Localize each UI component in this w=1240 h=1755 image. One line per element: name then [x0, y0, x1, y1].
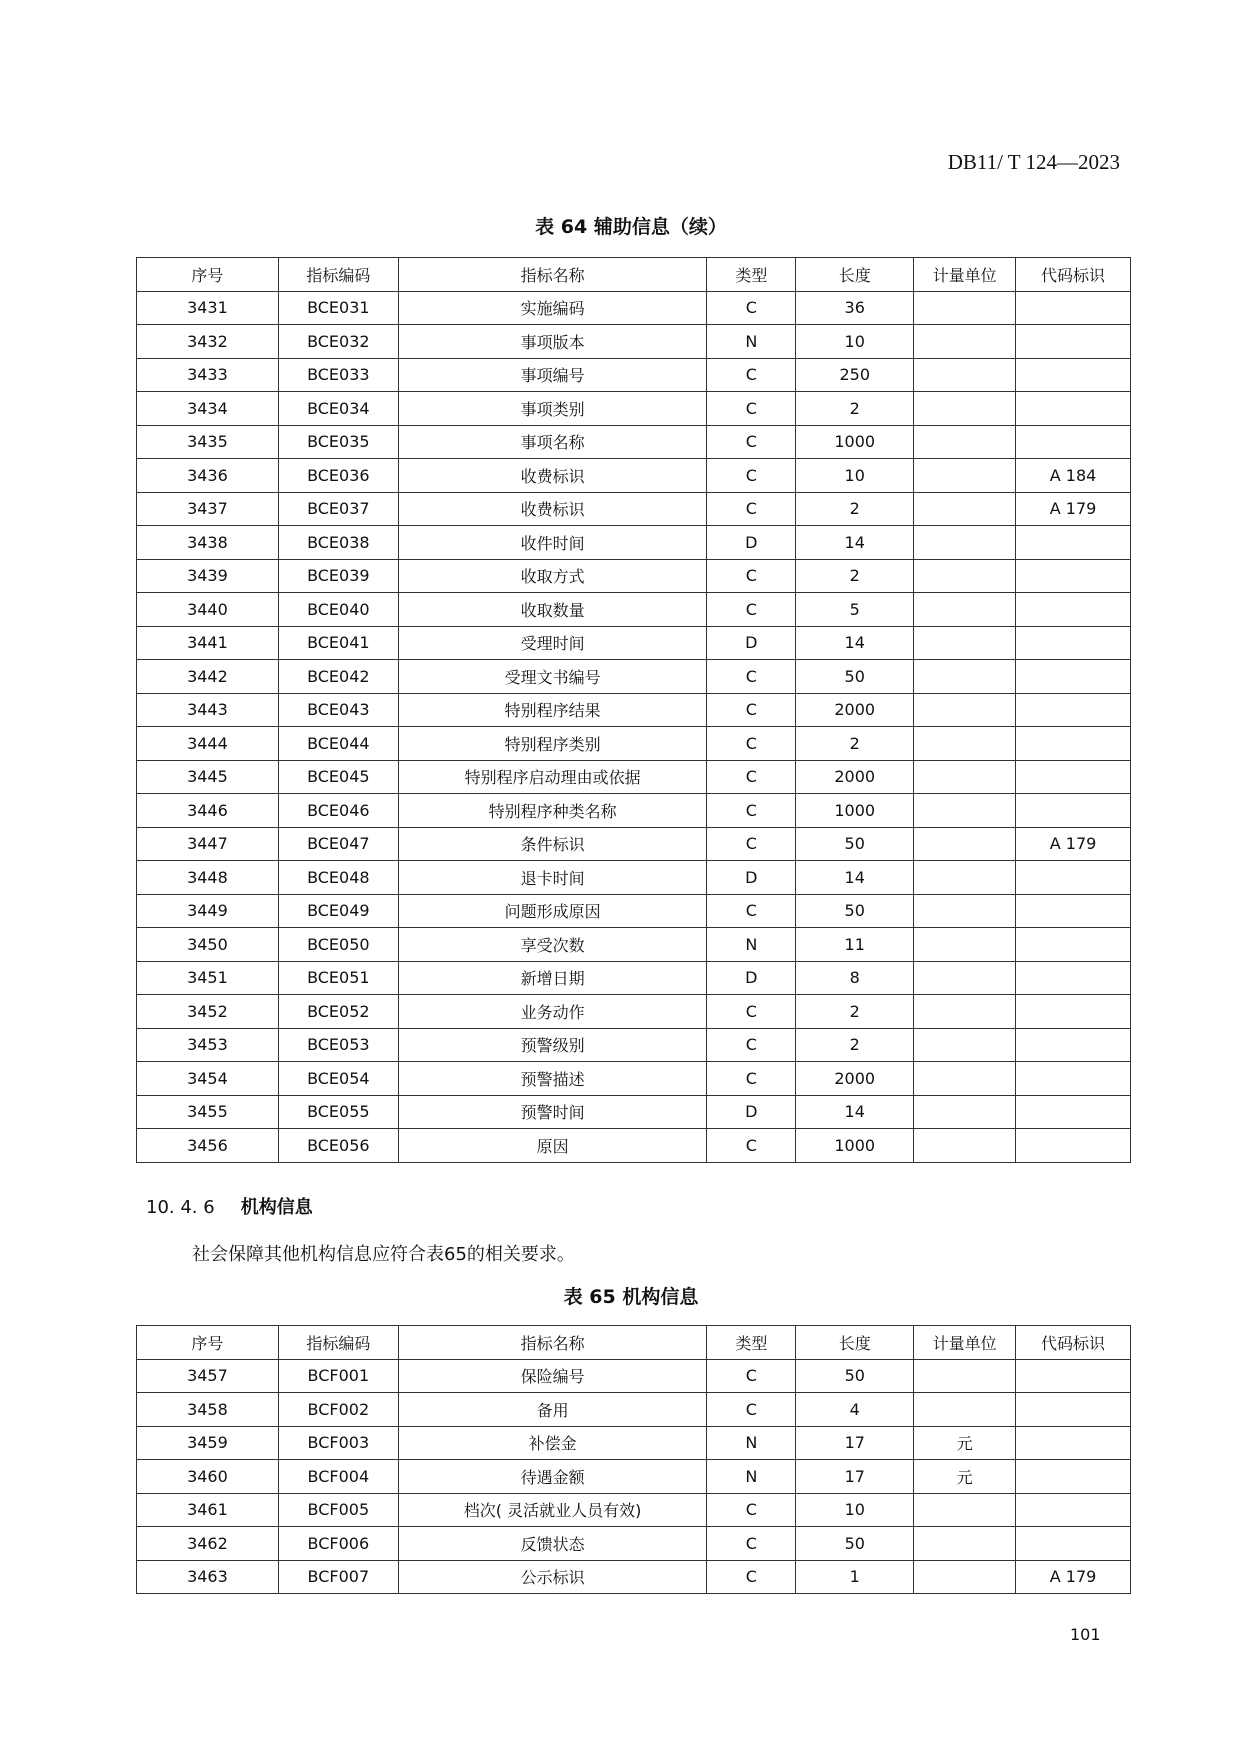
column-header: 类型 [707, 258, 796, 292]
table-cell: 3436 [137, 459, 279, 493]
table-row [137, 1527, 1131, 1561]
table-cell: 10 [796, 1493, 914, 1527]
table-row [137, 593, 1131, 627]
table-cell [914, 593, 1016, 627]
column-header: 长度 [796, 258, 914, 292]
table-cell: BCE031 [278, 291, 398, 325]
table-cell: 补偿金 [398, 1426, 707, 1460]
table-header-row [137, 1326, 1131, 1360]
column-header: 指标名称 [398, 1326, 707, 1360]
table-cell: C [707, 794, 796, 828]
table-cell [914, 727, 1016, 761]
table-row [137, 660, 1131, 694]
table-row [137, 1095, 1131, 1129]
table-cell: 退卡时间 [398, 861, 707, 895]
column-header: 计量单位 [914, 258, 1016, 292]
table-cell [1016, 1493, 1131, 1527]
table-cell: 3444 [137, 727, 279, 761]
table-cell: BCE056 [278, 1129, 398, 1163]
table-cell: 原因 [398, 1129, 707, 1163]
table-cell: 3460 [137, 1460, 279, 1494]
table-cell: 3433 [137, 358, 279, 392]
table-row [137, 526, 1131, 560]
table-cell [914, 526, 1016, 560]
table-cell: C [707, 995, 796, 1029]
table-cell: 3439 [137, 559, 279, 593]
table-cell: 3447 [137, 827, 279, 861]
table-cell [914, 492, 1016, 526]
table-cell: C [707, 894, 796, 928]
table-cell [914, 894, 1016, 928]
table-cell: C [707, 1129, 796, 1163]
table-cell: 2000 [796, 693, 914, 727]
table-cell [1016, 995, 1131, 1029]
table-cell: C [707, 1359, 796, 1393]
table-cell: 50 [796, 827, 914, 861]
table-cell: 50 [796, 1527, 914, 1561]
table-row [137, 794, 1131, 828]
table-cell: BCE045 [278, 760, 398, 794]
table-cell: BCE053 [278, 1028, 398, 1062]
table-cell: BCF007 [278, 1560, 398, 1594]
section-heading [146, 1193, 313, 1219]
table-cell: 受理文书编号 [398, 660, 707, 694]
table-cell: C [707, 727, 796, 761]
column-header: 类型 [707, 1326, 796, 1360]
table-cell: 3454 [137, 1062, 279, 1096]
table-cell: 3431 [137, 291, 279, 325]
table-cell: BCF001 [278, 1359, 398, 1393]
table-cell: C [707, 392, 796, 426]
table-row [137, 827, 1131, 861]
table-row [137, 626, 1131, 660]
table-cell: 待遇金额 [398, 1460, 707, 1494]
table-cell: 3445 [137, 760, 279, 794]
table-cell: 问题形成原因 [398, 894, 707, 928]
table-cell [914, 559, 1016, 593]
table-cell: 10 [796, 325, 914, 359]
table-cell: 3438 [137, 526, 279, 560]
table-cell: 1000 [796, 794, 914, 828]
table-row [137, 928, 1131, 962]
table-cell: BCE035 [278, 425, 398, 459]
table-cell [1016, 1393, 1131, 1427]
table-cell [1016, 660, 1131, 694]
table-cell: A 179 [1016, 827, 1131, 861]
table-cell: BCF004 [278, 1460, 398, 1494]
table-cell: 元 [914, 1426, 1016, 1460]
table-cell [914, 425, 1016, 459]
table-row [137, 1129, 1131, 1163]
table-cell: C [707, 593, 796, 627]
table-cell: BCE036 [278, 459, 398, 493]
table-cell: D [707, 526, 796, 560]
table-cell [914, 1560, 1016, 1594]
table-cell: 14 [796, 861, 914, 895]
table-cell: 实施编码 [398, 291, 707, 325]
table-cell: D [707, 626, 796, 660]
table-cell: 50 [796, 894, 914, 928]
column-header: 代码标识 [1016, 258, 1131, 292]
table-cell: 预警描述 [398, 1062, 707, 1096]
table-cell: BCE034 [278, 392, 398, 426]
table-cell: 3452 [137, 995, 279, 1029]
table-cell [1016, 727, 1131, 761]
table-cell [1016, 526, 1131, 560]
table-cell: C [707, 760, 796, 794]
table-cell [1016, 291, 1131, 325]
table-cell: 1 [796, 1560, 914, 1594]
table-cell [914, 961, 1016, 995]
table-cell: C [707, 1062, 796, 1096]
table-cell: 3455 [137, 1095, 279, 1129]
section-number: 10. 4. 6 [146, 1197, 215, 1218]
table-cell: 2 [796, 492, 914, 526]
table-cell: C [707, 291, 796, 325]
table-cell [914, 392, 1016, 426]
table-cell: A 184 [1016, 459, 1131, 493]
table-row [137, 1028, 1131, 1062]
table-cell: 3461 [137, 1493, 279, 1527]
table-row [137, 727, 1131, 761]
table-cell: BCE051 [278, 961, 398, 995]
table-cell [1016, 1426, 1131, 1460]
table-65-caption: 表 65 机构信息 [563, 1286, 699, 1308]
table-cell: 受理时间 [398, 626, 707, 660]
table-cell: C [707, 660, 796, 694]
table-cell [1016, 861, 1131, 895]
column-header: 长度 [796, 1326, 914, 1360]
table-cell: BCF005 [278, 1493, 398, 1527]
table-cell: 档次( 灵活就业人员有效) [398, 1493, 707, 1527]
table-64-caption: 表 64 辅助信息（续） [535, 216, 727, 238]
table-cell: C [707, 425, 796, 459]
table-cell [914, 358, 1016, 392]
table-cell: 条件标识 [398, 827, 707, 861]
table-cell: 3458 [137, 1393, 279, 1427]
table-cell [1016, 1460, 1131, 1494]
table-cell: 享受次数 [398, 928, 707, 962]
table-cell: 保险编号 [398, 1359, 707, 1393]
table-cell: 5 [796, 593, 914, 627]
table-cell [914, 1095, 1016, 1129]
table-row [137, 1493, 1131, 1527]
table-cell: 2 [796, 559, 914, 593]
table-row [137, 995, 1131, 1029]
table-cell: C [707, 1028, 796, 1062]
table-cell: 事项类别 [398, 392, 707, 426]
table-cell [914, 861, 1016, 895]
table-cell: 10 [796, 459, 914, 493]
table-cell [1016, 961, 1131, 995]
column-header: 计量单位 [914, 1326, 1016, 1360]
table-cell [914, 291, 1016, 325]
table-cell: BCE040 [278, 593, 398, 627]
table-cell: C [707, 1493, 796, 1527]
column-header: 指标编码 [278, 1326, 398, 1360]
table-cell: 特别程序类别 [398, 727, 707, 761]
table-cell: BCF002 [278, 1393, 398, 1427]
table-cell: 收费标识 [398, 459, 707, 493]
table-cell: 业务动作 [398, 995, 707, 1029]
column-header: 序号 [137, 1326, 279, 1360]
table-cell: 收取方式 [398, 559, 707, 593]
table-cell: 14 [796, 626, 914, 660]
table-cell [1016, 1028, 1131, 1062]
table-cell: BCE043 [278, 693, 398, 727]
column-header: 指标编码 [278, 258, 398, 292]
table-cell: 1000 [796, 1129, 914, 1163]
table-cell [1016, 894, 1131, 928]
table-cell: 8 [796, 961, 914, 995]
table-row [137, 459, 1131, 493]
table-cell: C [707, 693, 796, 727]
table-cell: 事项版本 [398, 325, 707, 359]
table-cell: 50 [796, 660, 914, 694]
table-cell: BCE047 [278, 827, 398, 861]
table-cell: 特别程序种类名称 [398, 794, 707, 828]
table-cell: C [707, 1527, 796, 1561]
table-cell [914, 1062, 1016, 1096]
table-cell: 3462 [137, 1527, 279, 1561]
table-cell: 2 [796, 1028, 914, 1062]
table-cell [1016, 693, 1131, 727]
table-cell: C [707, 1560, 796, 1594]
table-cell: 11 [796, 928, 914, 962]
table-cell: BCE033 [278, 358, 398, 392]
table-cell: 2000 [796, 1062, 914, 1096]
table-cell [1016, 1527, 1131, 1561]
column-header: 指标名称 [398, 258, 707, 292]
table-row [137, 559, 1131, 593]
table-row [137, 291, 1131, 325]
table-cell: BCE054 [278, 1062, 398, 1096]
table-cell: D [707, 861, 796, 895]
table-cell [914, 1527, 1016, 1561]
table-cell: N [707, 928, 796, 962]
table-cell: 反馈状态 [398, 1527, 707, 1561]
table-row [137, 492, 1131, 526]
table-cell: BCE044 [278, 727, 398, 761]
table-cell: 3457 [137, 1359, 279, 1393]
table-cell: 1000 [796, 425, 914, 459]
table-cell: 备用 [398, 1393, 707, 1427]
table-cell [1016, 626, 1131, 660]
table-cell: A 179 [1016, 1560, 1131, 1594]
table-cell [914, 760, 1016, 794]
table-cell: BCE041 [278, 626, 398, 660]
table-cell: 收取数量 [398, 593, 707, 627]
table-cell [914, 459, 1016, 493]
table-row [137, 392, 1131, 426]
table-cell: D [707, 961, 796, 995]
table-cell: BCE037 [278, 492, 398, 526]
table-header-row [137, 258, 1131, 292]
table-row [137, 358, 1131, 392]
table-cell: A 179 [1016, 492, 1131, 526]
table-65 [136, 1325, 1131, 1594]
table-cell: D [707, 1095, 796, 1129]
table-cell [1016, 358, 1131, 392]
table-cell: 公示标识 [398, 1560, 707, 1594]
column-header: 序号 [137, 258, 279, 292]
table-cell: N [707, 1426, 796, 1460]
table-cell: 4 [796, 1393, 914, 1427]
table-cell [1016, 1062, 1131, 1096]
table-cell: 新增日期 [398, 961, 707, 995]
table-cell [914, 660, 1016, 694]
table-cell [1016, 1359, 1131, 1393]
table-cell [914, 626, 1016, 660]
table-cell [914, 693, 1016, 727]
table-cell [914, 827, 1016, 861]
table-cell: BCF006 [278, 1527, 398, 1561]
table-row [137, 693, 1131, 727]
section-paragraph: 社会保障其他机构信息应符合表65的相关要求。 [192, 1244, 575, 1265]
table-row [137, 1359, 1131, 1393]
table-cell: BCE046 [278, 794, 398, 828]
table-cell: 特别程序结果 [398, 693, 707, 727]
table-cell: 预警时间 [398, 1095, 707, 1129]
table-cell [1016, 760, 1131, 794]
table-cell: BCF003 [278, 1426, 398, 1460]
table-cell [1016, 928, 1131, 962]
table-row [137, 425, 1131, 459]
table-cell: 预警级别 [398, 1028, 707, 1062]
table-cell: 特别程序启动理由或依据 [398, 760, 707, 794]
table-cell: 2 [796, 392, 914, 426]
table-cell [1016, 392, 1131, 426]
table-cell [1016, 794, 1131, 828]
table-cell [1016, 325, 1131, 359]
table-cell: C [707, 559, 796, 593]
table-cell [914, 995, 1016, 1029]
table-cell: 收费标识 [398, 492, 707, 526]
table-cell: 17 [796, 1426, 914, 1460]
table-cell: C [707, 1393, 796, 1427]
table-row [137, 1062, 1131, 1096]
table-cell: BCE042 [278, 660, 398, 694]
table-cell [914, 1393, 1016, 1427]
table-row [137, 760, 1131, 794]
table-cell: 3450 [137, 928, 279, 962]
table-cell: BCE039 [278, 559, 398, 593]
table-cell: 14 [796, 526, 914, 560]
table-cell: 3459 [137, 1426, 279, 1460]
table-cell [914, 794, 1016, 828]
table-cell: 3449 [137, 894, 279, 928]
table-cell: 17 [796, 1460, 914, 1494]
table-cell [1016, 593, 1131, 627]
table-cell: BCE032 [278, 325, 398, 359]
table-cell: 3432 [137, 325, 279, 359]
table-cell: 3451 [137, 961, 279, 995]
table-row [137, 1560, 1131, 1594]
table-cell: 事项名称 [398, 425, 707, 459]
table-cell: 3435 [137, 425, 279, 459]
table-cell: 2000 [796, 760, 914, 794]
table-cell: C [707, 492, 796, 526]
table-cell: 3442 [137, 660, 279, 694]
table-cell [1016, 559, 1131, 593]
table-cell: 36 [796, 291, 914, 325]
table-cell: 3446 [137, 794, 279, 828]
table-cell: BCE049 [278, 894, 398, 928]
column-header: 代码标识 [1016, 1326, 1131, 1360]
table-cell [914, 1493, 1016, 1527]
table-cell [914, 928, 1016, 962]
section-title: 机构信息 [240, 1197, 313, 1218]
table-cell: BCE052 [278, 995, 398, 1029]
table-cell: 事项编号 [398, 358, 707, 392]
table-cell: 50 [796, 1359, 914, 1393]
table-row [137, 894, 1131, 928]
table-cell: 2 [796, 995, 914, 1029]
table-row [137, 1426, 1131, 1460]
table-cell [914, 1359, 1016, 1393]
table-row [137, 1393, 1131, 1427]
table-cell: 元 [914, 1460, 1016, 1494]
table-row [137, 861, 1131, 895]
table-cell: BCE050 [278, 928, 398, 962]
table-cell: 3443 [137, 693, 279, 727]
table-cell: 2 [796, 727, 914, 761]
table-cell: BCE048 [278, 861, 398, 895]
table-cell [914, 1129, 1016, 1163]
table-cell: 3448 [137, 861, 279, 895]
table-cell: 14 [796, 1095, 914, 1129]
table-cell [1016, 425, 1131, 459]
table-cell: 3441 [137, 626, 279, 660]
table-row [137, 1460, 1131, 1494]
table-cell: 3456 [137, 1129, 279, 1163]
table-cell [1016, 1129, 1131, 1163]
table-cell: BCE055 [278, 1095, 398, 1129]
table-cell: N [707, 325, 796, 359]
table-cell: 3437 [137, 492, 279, 526]
table-cell: 250 [796, 358, 914, 392]
table-cell: N [707, 1460, 796, 1494]
document-id: DB11/ T 124—2023 [947, 150, 1120, 174]
table-row [137, 325, 1131, 359]
table-cell [1016, 1095, 1131, 1129]
table-row [137, 961, 1131, 995]
table-cell: 收件时间 [398, 526, 707, 560]
table-cell [914, 325, 1016, 359]
page-number: 101 [1070, 1625, 1101, 1644]
table-cell: BCE038 [278, 526, 398, 560]
table-cell: 3440 [137, 593, 279, 627]
table-cell: 3463 [137, 1560, 279, 1594]
table-64 [136, 257, 1131, 1163]
table-cell: C [707, 358, 796, 392]
table-cell: 3453 [137, 1028, 279, 1062]
table-cell: C [707, 459, 796, 493]
table-cell: 3434 [137, 392, 279, 426]
table-cell: C [707, 827, 796, 861]
table-cell [914, 1028, 1016, 1062]
